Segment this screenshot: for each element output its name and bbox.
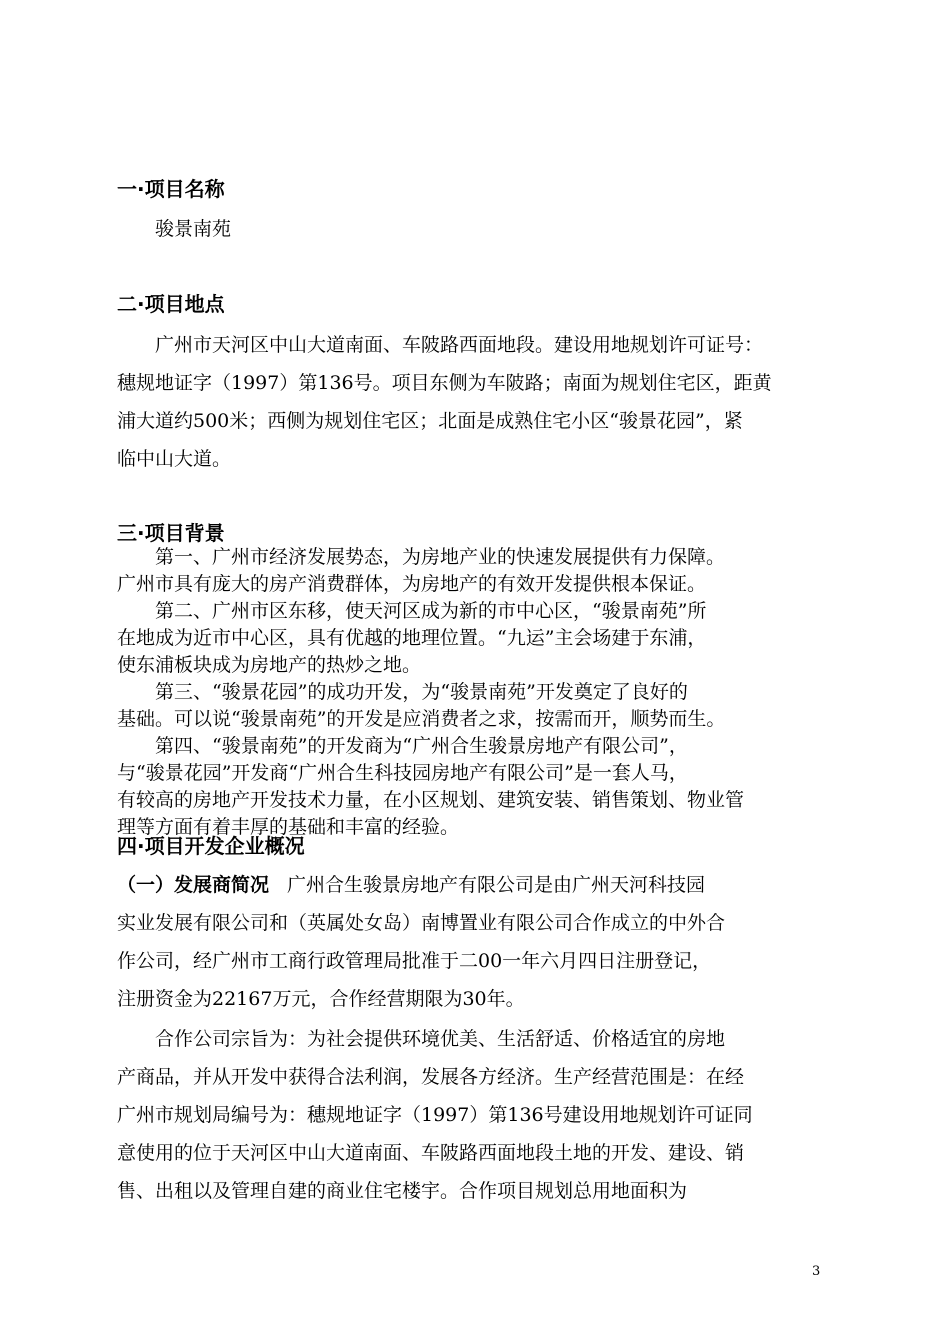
- paragraph-line: 有较高的房地产开发技术力量，在小区规划、建筑安装、销售策划、物业管: [117, 789, 745, 811]
- paragraph-line: 第三、“骏景花园”的成功开发，为“骏景南苑”开发奠定了良好的: [155, 681, 688, 703]
- paragraph-line: 临中山大道。: [117, 448, 232, 470]
- paragraph-line: 注册资金为22167万元，合作经营期限为30年。: [117, 988, 525, 1010]
- paragraph-line: 浦大道约500米；西侧为规划住宅区；北面是成熟住宅小区“骏景花园”，紧: [117, 410, 743, 432]
- developer-subheading: （一）发展商简况: [117, 874, 270, 896]
- paragraph-line: 合作公司宗旨为：为社会提供环境优美、生活舒适、价格适宜的房地: [155, 1028, 726, 1050]
- project-location-paragraph: [117, 326, 833, 478]
- paragraph-line: 第一、广州市经济发展势态，为房地产业的快速发展提供有力保障。: [155, 546, 726, 568]
- paragraph-line: 使东浦板块成为房地产的热炒之地。: [117, 654, 422, 676]
- page-number: 3: [812, 1264, 821, 1279]
- section-heading-project-name: 一·项目名称: [117, 177, 225, 201]
- paragraph-line: 第二、广州市区东移，使天河区成为新的市中心区，“骏景南苑”所: [155, 600, 707, 622]
- paragraph-line: 售、出租以及管理自建的商业住宅楼宇。合作项目规划总用地面积为: [117, 1180, 688, 1202]
- paragraph-line: 实业发展有限公司和（英属处女岛）南博置业有限公司合作成立的中外合: [117, 912, 726, 934]
- paragraph-line: 意使用的位于天河区中山大道南面、车陂路西面地段土地的开发、建设、销: [117, 1142, 745, 1164]
- paragraph-line: 在地成为近市中心区，具有优越的地理位置。“九运”主会场建于东浦，: [117, 627, 707, 649]
- project-background-paragraph: [117, 544, 833, 841]
- project-name-paragraph: [117, 210, 833, 248]
- paragraph-line: 广州市天河区中山大道南面、车陂路西面地段。建设用地规划许可证号：: [155, 334, 764, 356]
- paragraph-line-text: 广州合生骏景房地产有限公司是由广州天河科技园: [287, 874, 706, 896]
- section-heading-project-background: 三·项目背景: [117, 521, 225, 545]
- section-heading-developer-overview: 四·项目开发企业概况: [117, 834, 305, 858]
- paragraph-line: 与“骏景花园”开发商“广州合生科技园房地产有限公司”是一套人马，: [117, 762, 688, 784]
- paragraph-line: 第四、“骏景南苑”的开发商为“广州合生骏景房地产有限公司”，: [155, 735, 688, 757]
- paragraph-line: 广州市规划局编号为：穗规地证字（1997）第136号建设用地规划许可证同: [117, 1104, 753, 1126]
- paragraph-line: 穗规地证字（1997）第136号。项目东侧为车陂路；南面为规划住宅区，距黄: [117, 372, 772, 394]
- paragraph-line: 作公司，经广州市工商行政管理局批准于二00一年六月四日注册登记，: [117, 950, 712, 972]
- paragraph-line: [117, 866, 833, 904]
- paragraph-line: 骏景南苑: [155, 218, 232, 240]
- paragraph-line: 基础。可以说“骏景南苑”的开发是应消费者之求，按需而开，顺势而生。: [117, 708, 726, 730]
- company-purpose-paragraph: [117, 1020, 833, 1210]
- paragraph-line: 理等方面有着丰厚的基础和丰富的经验。: [117, 816, 460, 838]
- paragraph-line: 产商品，并从开发中获得合法利润，发展各方经济。生产经营范围是：在经: [117, 1066, 745, 1088]
- paragraph-line: 广州市具有庞大的房产消费群体，为房地产的有效开发提供根本保证。: [117, 573, 707, 595]
- developer-overview-paragraph: [117, 866, 833, 1018]
- section-heading-project-location: 二·项目地点: [117, 292, 225, 316]
